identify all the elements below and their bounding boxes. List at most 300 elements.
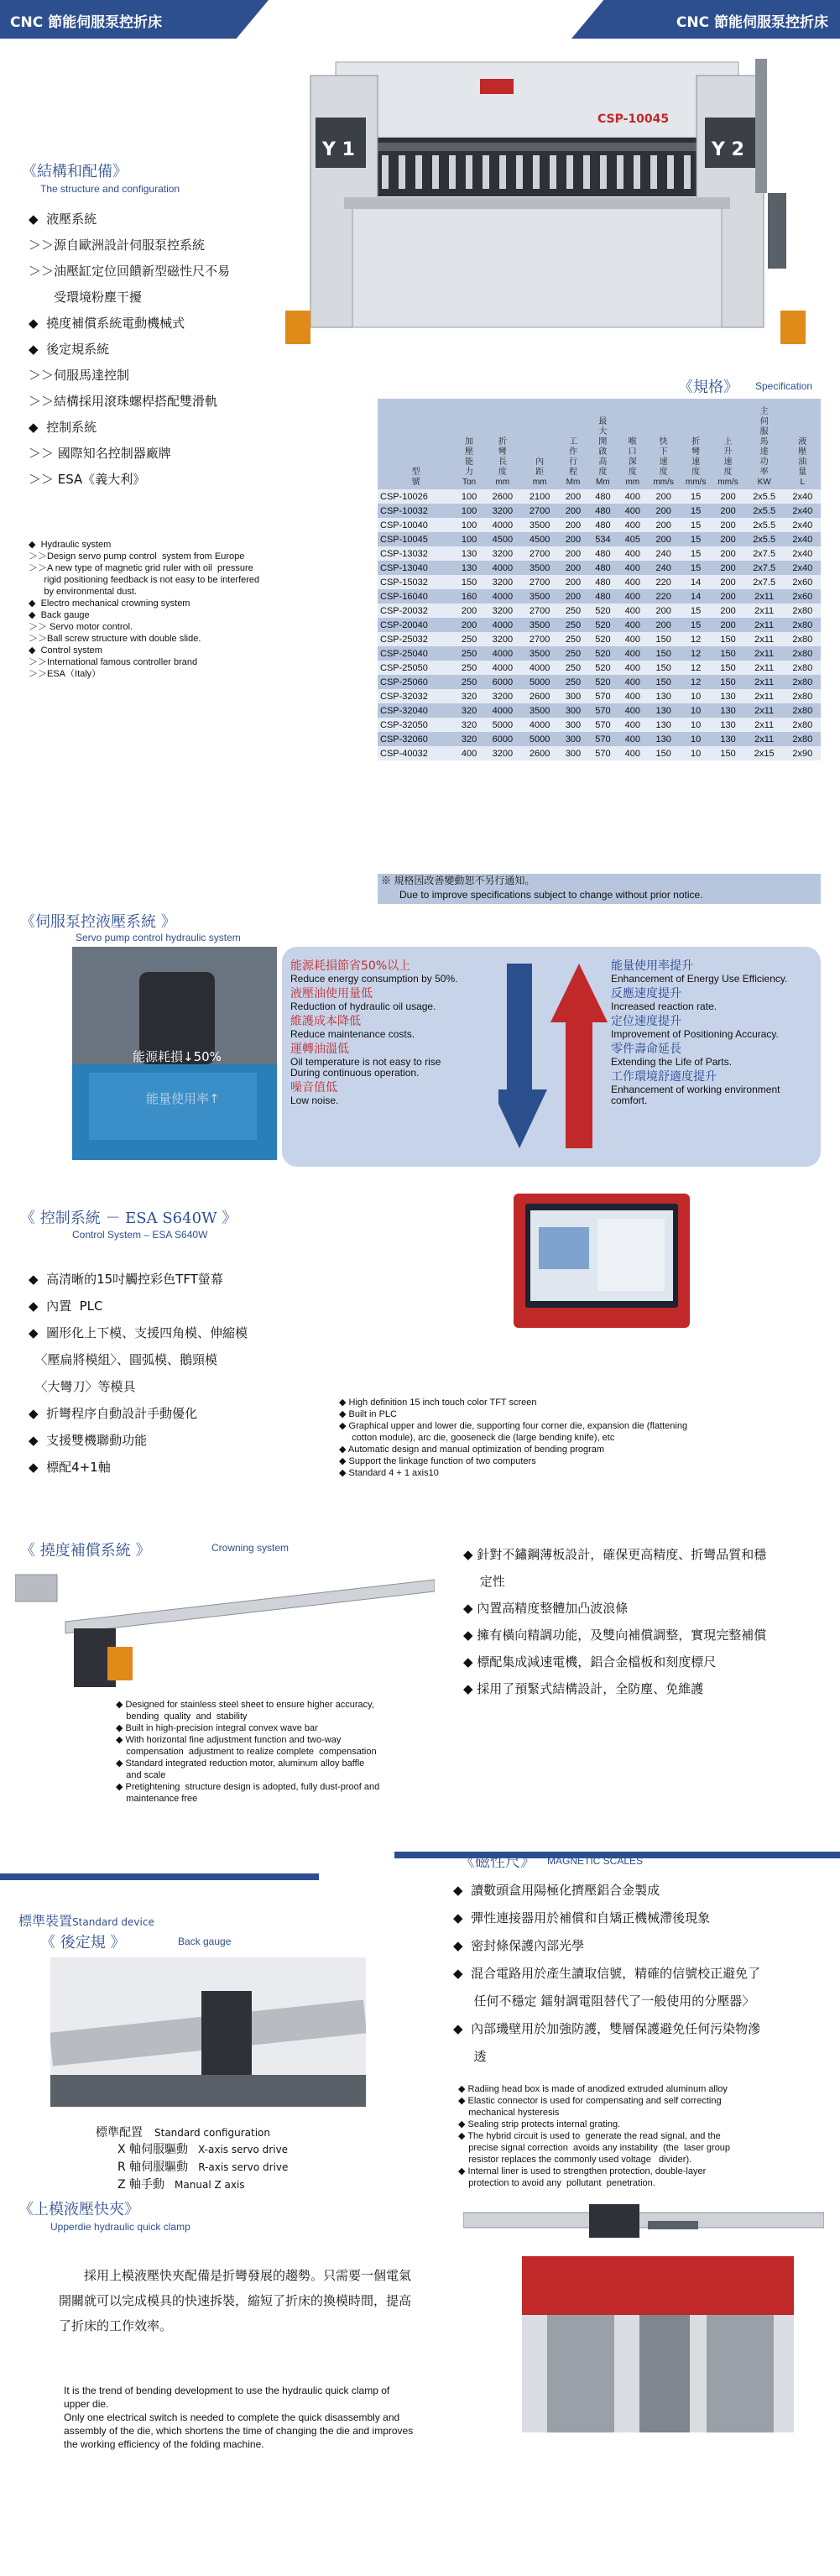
list-item: ＞＞ 國際知名控制器廠牌 (29, 446, 171, 461)
table-cell: 2x7.5 (744, 546, 785, 561)
table-cell: 130 (647, 732, 679, 746)
table-cell: 2x5.5 (744, 518, 785, 532)
table-cell: 2x80 (785, 646, 821, 661)
table-cell: 220 (647, 575, 679, 589)
list-item: ◆ 圖形化上下模、支援四角模、伸縮模 (29, 1325, 248, 1340)
list-item: and scale (116, 1770, 166, 1780)
table-cell: 400 (618, 689, 647, 703)
list-item: resistor replaces the commonly used voltage divider). (458, 2155, 692, 2165)
table-cell: 130 (454, 546, 483, 561)
table-cell: 200 (558, 532, 587, 546)
table-cell: 150 (454, 575, 483, 589)
crowning-system-image (15, 1563, 435, 1697)
table-cell: 3200 (484, 504, 521, 518)
table-cell: 534 (588, 532, 618, 546)
table-cell: 3200 (484, 689, 521, 703)
table-cell: 300 (558, 703, 587, 718)
list-item: ◆ 內部璣壁用於加強防護，雙層保護避免任何污染物滲 (453, 2021, 761, 2036)
table-cell: CSP-25060 (378, 675, 454, 689)
list-item: 〈壓扁將模組〉、圓弧模、鵝頸模 (29, 1352, 218, 1367)
table-cell: 5000 (521, 675, 558, 689)
table-cell: 400 (618, 504, 647, 518)
table-cell: 130 (712, 703, 743, 718)
table-cell: 15 (680, 561, 712, 575)
table-cell: 520 (588, 604, 618, 618)
table-row (378, 489, 821, 504)
list-item: ＞＞ Servo motor control. (29, 622, 133, 632)
table-cell: 2x80 (785, 732, 821, 746)
table-cell: CSP-16040 (378, 589, 454, 604)
table-cell: 520 (588, 632, 618, 646)
table-cell: 520 (588, 646, 618, 661)
table-cell: 2x40 (785, 504, 821, 518)
table-row (378, 632, 821, 646)
table-row (378, 589, 821, 604)
table-header: 折 彎 長 度 mm (484, 399, 521, 489)
table-cell: 2700 (521, 546, 558, 561)
table-cell: 320 (454, 703, 483, 718)
list-item: by environmental dust. (29, 587, 138, 597)
list-item: ◆ 擁有橫向精調功能，及雙向補償調整，實現完整補償 (463, 1628, 767, 1643)
table-cell: 2x40 (785, 489, 821, 504)
table-cell: 2600 (521, 746, 558, 760)
list-item: ◆ 支援雙機聯動功能 (29, 1433, 148, 1448)
table-cell: 2x5.5 (744, 489, 785, 504)
table-cell: 2x7.5 (744, 575, 785, 589)
list-item: ◆ With horizontal fine adjustment function and two-way (116, 1735, 342, 1745)
table-cell: CSP-25032 (378, 632, 454, 646)
table-cell: 200 (558, 518, 587, 532)
table-cell: 2x80 (785, 718, 821, 732)
table-cell: 2x11 (744, 604, 785, 618)
backgauge-photo (50, 1957, 366, 2107)
table-cell: 300 (558, 718, 587, 732)
table-row (378, 518, 821, 532)
list-item: ◆ 讀數頭盒用陽極化擠壓鋁合金製成 (453, 1883, 660, 1898)
control-title: 《 控制系統 － ESA S640W 》 (20, 1210, 237, 1227)
table-cell: 250 (558, 618, 587, 632)
table-cell: 4000 (484, 646, 521, 661)
list-item: ◆ Automatic design and manual optimization of bending program (339, 1445, 605, 1455)
table-row (378, 546, 821, 561)
table-cell: CSP-32032 (378, 689, 454, 703)
clamp-title: 《上模液壓快夾》 (18, 2201, 139, 2218)
esa-controller-photo (514, 1194, 690, 1328)
table-cell: 320 (454, 689, 483, 703)
table-cell: 15 (680, 518, 712, 532)
clamp-zh-text: 採用上模液壓快夾配備是折彎發展的趨勢。只需要一個電氣開關就可以完成模具的快速拆裝，縮短了折床的換模時間，提高了折床的工作效率。 (59, 2268, 412, 2333)
table-cell: 100 (454, 489, 483, 504)
list-item: ◆ The hybrid circuit is used to generate the read signal, and the (458, 2131, 721, 2141)
table-cell: 570 (588, 703, 618, 718)
table-cell: 2700 (521, 504, 558, 518)
table-cell: 100 (454, 518, 483, 532)
table-cell: 2x5.5 (744, 504, 785, 518)
table-cell: 400 (618, 589, 647, 604)
table-cell: 3200 (484, 546, 521, 561)
servo-photo-label: 能源耗損↓50% (133, 1049, 222, 1064)
table-cell: 250 (558, 646, 587, 661)
benefit-title: 能源耗損節省50%以上 (290, 959, 411, 973)
table-cell: 3200 (484, 632, 521, 646)
table-cell: 2x40 (785, 561, 821, 575)
table-cell: 240 (647, 546, 679, 561)
table-cell: 4000 (484, 589, 521, 604)
list-item: ◆ Standard integrated reduction motor, aluminum alloy baffle (116, 1758, 365, 1769)
list-item: mechanical hysteresis (458, 2108, 560, 2118)
table-cell: 5000 (484, 718, 521, 732)
list-item: cotton module), arc die, gooseneck die (large bending knife), etc (339, 1433, 615, 1443)
table-cell: 200 (712, 604, 743, 618)
table-header: 內 距 mm (521, 399, 558, 489)
list-item: ◆ Elastic connector is used for compensating and self correcting (458, 2096, 722, 2106)
table-cell: 6000 (484, 732, 521, 746)
clamp-en-text: It is the trend of bending development to use the hydraulic quick clamp of upper die. Only one electrical switch is needed to complete the quick disassembly and assembly of the die, which shortens the time of changing the die and improves the working efficiency of the folding machine. (64, 2385, 414, 2450)
table-cell: 10 (680, 689, 712, 703)
benefit-title: 零件壽命延長 (611, 1042, 681, 1056)
axis-item: Z 軸手動 Manual Z axis (117, 2178, 245, 2192)
table-cell: 14 (680, 575, 712, 589)
table-cell: 4000 (484, 618, 521, 632)
machine-model-plate: CSP-10045 (597, 112, 670, 126)
servo-pump-photo (72, 947, 277, 1160)
table-cell: 570 (588, 718, 618, 732)
table-row (378, 604, 821, 618)
table-cell: CSP-20040 (378, 618, 454, 632)
table-cell: CSP-15032 (378, 575, 454, 589)
table-cell: 2600 (521, 689, 558, 703)
structure-subtitle: The structure and configuration (40, 183, 180, 195)
list-item: ◆ 撓度補償系統電動機械式 (29, 316, 185, 331)
table-cell: 570 (588, 746, 618, 760)
table-cell: 2x80 (785, 689, 821, 703)
table-cell: 3200 (484, 575, 521, 589)
table-cell: 150 (712, 746, 743, 760)
list-item: rigid positioning feedback is not easy to be interfered (29, 575, 260, 585)
table-cell: 150 (647, 646, 679, 661)
backgauge-title: 《 後定規 》 (40, 1934, 126, 1952)
table-cell: 2700 (521, 575, 558, 589)
table-cell: 12 (680, 675, 712, 689)
list-item: ◆ 內置高精度整體加凸波浪條 (463, 1601, 629, 1616)
table-cell: 2x80 (785, 604, 821, 618)
table-cell: 200 (454, 618, 483, 632)
table-cell: 150 (712, 632, 743, 646)
table-header: 工 作 行 程 Mm (558, 399, 587, 489)
table-cell: 320 (454, 718, 483, 732)
table-cell: 2x11 (744, 646, 785, 661)
table-cell: 200 (558, 546, 587, 561)
table-cell: 400 (618, 518, 647, 532)
table-cell: 2x11 (744, 732, 785, 746)
table-cell: 240 (647, 561, 679, 575)
table-cell: CSP-20032 (378, 604, 454, 618)
table-header: 加 壓 能 力 Ton (454, 399, 483, 489)
table-cell: 150 (647, 746, 679, 760)
magnetic-title: 《磁性尺》 (460, 1853, 535, 1871)
table-cell: 250 (558, 604, 587, 618)
table-cell: 150 (647, 661, 679, 675)
table-cell: 480 (588, 561, 618, 575)
list-item: ＞＞結構採用滾珠螺桿搭配雙滑軌 (29, 394, 218, 409)
table-cell: 200 (712, 589, 743, 604)
table-cell: CSP-32050 (378, 718, 454, 732)
table-cell: CSP-40032 (378, 746, 454, 760)
table-cell: 400 (618, 575, 647, 589)
crowning-zh-list (463, 1541, 832, 1702)
table-cell: 15 (680, 618, 712, 632)
table-cell: 100 (454, 504, 483, 518)
table-cell: 570 (588, 732, 618, 746)
list-item: 受環境粉塵干擾 (29, 290, 143, 305)
table-cell: 12 (680, 632, 712, 646)
table-cell: 2x90 (785, 746, 821, 760)
table-cell: 200 (454, 604, 483, 618)
list-item: 任何不穩定 鐳射調電阻替代了一般使用的分壓器〉 (453, 1993, 755, 2009)
y2-label: Y 2 (712, 139, 744, 160)
list-item: ◆ Support the linkage function of two computers (339, 1456, 536, 1466)
table-cell: 480 (588, 589, 618, 604)
table-row (378, 561, 821, 575)
benefit-desc: Reduction of hydraulic oil usage. (290, 1001, 436, 1012)
table-cell: 400 (618, 703, 647, 718)
list-item: ＞＞ ESA《義大利》 (29, 472, 146, 487)
table-cell: 250 (558, 675, 587, 689)
table-cell: 3500 (521, 589, 558, 604)
table-cell: 4500 (484, 532, 521, 546)
servo-left-list (290, 957, 509, 1106)
table-cell: 400 (618, 746, 647, 760)
list-item: ◆ Electro mechanical crowning system (29, 598, 190, 609)
table-row (378, 746, 821, 760)
table-cell: 200 (558, 489, 587, 504)
table-cell: 300 (558, 746, 587, 760)
table-cell: 3500 (521, 703, 558, 718)
table-row (378, 732, 821, 746)
list-item: ◆ Designed for stainless steel sheet to ensure higher accuracy, (116, 1700, 374, 1710)
list-item: bending quality and stability (116, 1711, 248, 1722)
table-cell: 2x80 (785, 703, 821, 718)
backgauge-axes (117, 2141, 288, 2194)
table-cell: 130 (712, 689, 743, 703)
backgauge-subtitle: Back gauge (178, 1936, 232, 1947)
magnetic-en-list (458, 2083, 836, 2189)
table-cell: 4000 (484, 518, 521, 532)
table-cell: 15 (680, 532, 712, 546)
table-cell: 3500 (521, 518, 558, 532)
servo-subtitle: Servo pump control hydraulic system (76, 932, 241, 943)
control-en-list (339, 1397, 809, 1479)
table-cell: 160 (454, 589, 483, 604)
table-cell: 400 (618, 718, 647, 732)
table-cell: 250 (454, 646, 483, 661)
table-cell: 4000 (484, 661, 521, 675)
table-cell: 5000 (521, 732, 558, 746)
clamp-subtitle: Upperdie hydraulic quick clamp (50, 2221, 190, 2233)
table-cell: 200 (647, 532, 679, 546)
table-cell: 200 (647, 604, 679, 618)
structure-title: 《結構和配備》 (22, 163, 128, 180)
list-item: ＞＞ESA（Italy） (29, 669, 102, 679)
table-cell: 4000 (521, 718, 558, 732)
table-cell: 2600 (484, 489, 521, 504)
header-title-left: CNC 節能伺服泵控折床 (10, 14, 163, 31)
specs-table (378, 399, 821, 760)
table-row (378, 703, 821, 718)
table-cell: 400 (618, 618, 647, 632)
specs-note-en: Due to improve specifications subject to change without prior notice. (399, 889, 703, 901)
table-cell: 15 (680, 489, 712, 504)
y1-label: Y 1 (322, 139, 355, 160)
list-item: ◆ 內置 PLC (29, 1298, 103, 1314)
list-item: ◆ 密封條保護內部光學 (453, 1938, 585, 1953)
servo-right-list (611, 957, 817, 1106)
table-cell: 480 (588, 575, 618, 589)
benefit-desc: Low noise. (290, 1095, 339, 1106)
list-item: ◆ Internal liner is used to strengthen protection, double-layer (458, 2166, 707, 2176)
list-item: ◆ Sealing strip protects internal grating. (458, 2119, 621, 2129)
table-cell: 400 (618, 675, 647, 689)
table-cell: 250 (558, 632, 587, 646)
table-cell: CSP-10045 (378, 532, 454, 546)
table-cell: 200 (712, 561, 743, 575)
specs-subtitle: Specification (755, 380, 813, 392)
table-cell: 200 (712, 546, 743, 561)
table-cell: 2x15 (744, 746, 785, 760)
table-cell: 150 (712, 646, 743, 661)
list-item: ＞＞Design servo pump control system from Europe (29, 551, 245, 562)
list-item: ◆ 彈性連接器用於補償和自矯正機械滯後現象 (453, 1910, 711, 1925)
benefit-title: 能量使用率提升 (611, 959, 693, 973)
table-cell: 400 (454, 746, 483, 760)
benefit-title: 定位速度提升 (611, 1015, 681, 1028)
table-cell: 3500 (521, 646, 558, 661)
structure-zh-list (29, 206, 381, 493)
table-cell: 405 (618, 532, 647, 546)
table-cell: 2x60 (785, 575, 821, 589)
structure-en-list (29, 539, 381, 680)
table-cell: 400 (618, 561, 647, 575)
benefit-desc: Improvement of Positioning Accuracy. (611, 1028, 779, 1040)
crowning-subtitle: Crowning system (211, 1542, 290, 1554)
table-header: 最 大 開 啟 高 度 Mm (588, 399, 618, 489)
table-cell: 400 (618, 604, 647, 618)
table-cell: 14 (680, 589, 712, 604)
list-item: ◆ Built in PLC (339, 1409, 397, 1419)
axis-item: X 軸伺服驅動 X-axis servo drive (117, 2143, 289, 2156)
table-cell: 2x11 (744, 718, 785, 732)
table-cell: 250 (454, 661, 483, 675)
table-cell: 4000 (484, 561, 521, 575)
table-cell: 480 (588, 518, 618, 532)
table-cell: CSP-10026 (378, 489, 454, 504)
table-cell: 200 (647, 489, 679, 504)
list-item: ◆ 採用了預緊式結構設計，全防塵、免維護 (463, 1681, 704, 1696)
benefit-desc: Extending the Life of Parts. (611, 1056, 733, 1068)
table-cell: 2x7.5 (744, 561, 785, 575)
list-item: 定性 (463, 1574, 505, 1589)
table-row (378, 661, 821, 675)
table-cell: 520 (588, 661, 618, 675)
table-cell: 200 (712, 532, 743, 546)
table-header: 上 升 速 度 mm/s (712, 399, 743, 489)
table-cell: 2x11 (744, 675, 785, 689)
benefit-desc: Enhancement of Energy Use Efficiency. (611, 973, 788, 985)
table-cell: 3200 (484, 746, 521, 760)
list-item: ◆ 標配4+1軸 (29, 1460, 111, 1475)
benefit-title: 噪音值低 (290, 1081, 337, 1095)
list-item: ◆ 針對不鏽鋼薄板設計，確保更高精度、折彎品質和穩 (463, 1547, 767, 1562)
table-cell: 130 (647, 718, 679, 732)
table-cell: CSP-25050 (378, 661, 454, 675)
table-cell: 520 (588, 675, 618, 689)
list-item: ◆ 後定規系統 (29, 342, 110, 357)
table-cell: 15 (680, 604, 712, 618)
divider-left (0, 1873, 319, 1880)
list-item: ◆ 標配集成減速電機，鋁合金檔板和刻度標尺 (463, 1654, 717, 1669)
table-cell: 3200 (484, 604, 521, 618)
benefit-title: 反應速度提升 (611, 987, 681, 1001)
list-item: ＞＞伺服馬達控制 (29, 368, 130, 383)
backgauge-config: 標準配置 Standard configuration (96, 2126, 271, 2140)
servo-title: 《伺服泵控液壓系統 》 (20, 913, 176, 931)
benefit-desc: Increased reaction rate. (611, 1001, 717, 1012)
specs-note-zh: ※ 規格因改善變動恕不另行通知。 (381, 875, 535, 886)
table-cell: 2x11 (744, 689, 785, 703)
table-header: 快 下 速 度 mm/s (647, 399, 679, 489)
table-cell: 12 (680, 646, 712, 661)
table-cell: 150 (647, 675, 679, 689)
table-cell: 250 (454, 675, 483, 689)
table-cell: 480 (588, 489, 618, 504)
table-cell: 200 (558, 561, 587, 575)
crowning-title: 《 撓度補償系統 》 (20, 1542, 151, 1560)
table-row (378, 532, 821, 546)
table-cell: 2x11 (744, 589, 785, 604)
table-cell: CSP-10032 (378, 504, 454, 518)
table-cell: 12 (680, 661, 712, 675)
table-cell: 200 (647, 504, 679, 518)
list-item: ＞＞源自歐洲設計伺服泵控系統 (29, 238, 206, 253)
table-cell: CSP-25040 (378, 646, 454, 661)
table-header: 型 號 (378, 399, 454, 489)
benefit-title: 維護成本降低 (290, 1015, 361, 1028)
control-zh-list (29, 1266, 373, 1481)
table-cell: 400 (618, 661, 647, 675)
table-cell: 130 (712, 718, 743, 732)
table-row (378, 504, 821, 518)
table-cell: 2700 (521, 604, 558, 618)
table-row (378, 646, 821, 661)
table-cell: CSP-32060 (378, 732, 454, 746)
clamp-photo (522, 2256, 794, 2432)
table-cell: 2x11 (744, 661, 785, 675)
table-cell: CSP-13040 (378, 561, 454, 575)
table-row (378, 618, 821, 632)
table-cell: 320 (454, 732, 483, 746)
benefit-desc: Reduce maintenance costs. (290, 1028, 415, 1040)
benefit-desc: Reduce energy consumption by 50%. (290, 973, 458, 985)
table-cell: 200 (647, 518, 679, 532)
benefit-title: 運轉油溫低 (290, 1042, 349, 1056)
servo-photo-label-2: 能量使用率↑ (146, 1091, 220, 1106)
list-item: maintenance free (116, 1794, 198, 1804)
table-header: 液 壓 油 量 L (785, 399, 821, 489)
table-cell: CSP-13032 (378, 546, 454, 561)
table-cell: 2x80 (785, 661, 821, 675)
benefit-desc: Oil temperature is not easy to rise During continuous operation. (290, 1056, 441, 1079)
table-cell: 130 (647, 703, 679, 718)
